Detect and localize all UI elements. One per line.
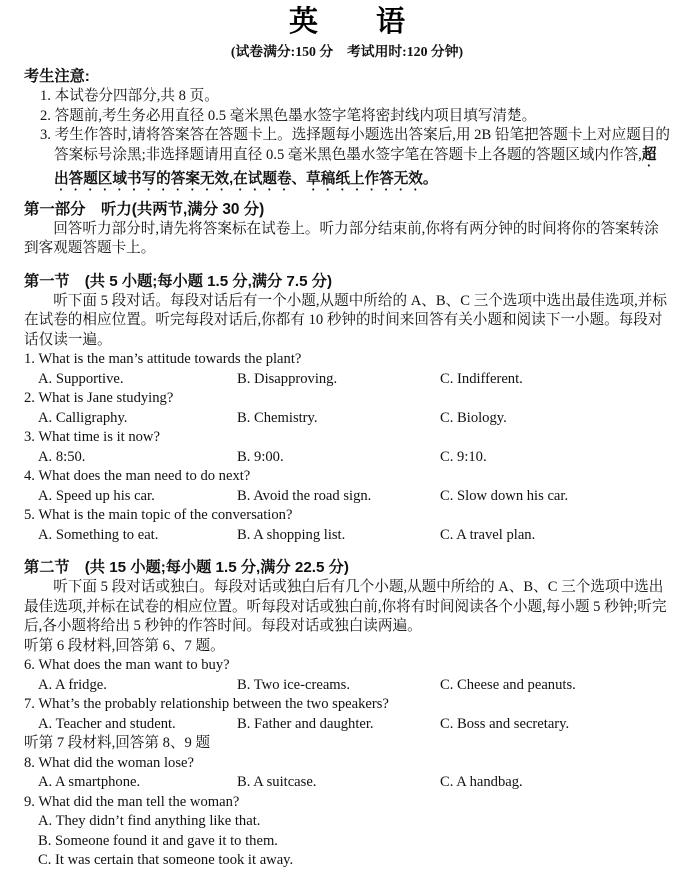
question-5-option-b: B. A shopping list. — [237, 526, 346, 543]
question-8-option-c: C. A handbag. — [440, 774, 523, 790]
section2-heading: 第二节 (共 15 小题;每小题 1.5 分,满分 22.5 分) — [24, 559, 349, 576]
question-1 — [24, 350, 670, 389]
question-3-num: 3. — [24, 429, 35, 445]
question-8-option-a: A. A smartphone. — [38, 774, 141, 790]
question-5-option-c: C. A travel plan. — [440, 526, 536, 543]
question-8-stem: What did the woman lose? — [38, 754, 194, 771]
question-1-text — [24, 350, 670, 370]
section2 — [24, 558, 670, 871]
question-7-option-a: A. Teacher and student. — [38, 715, 176, 732]
question-4 — [24, 467, 670, 506]
question-1-num: 1. — [24, 351, 35, 367]
question-3 — [24, 428, 670, 467]
question-5-stem: What is the main topic of the conversation? — [38, 507, 293, 523]
question-2-num: 2. — [24, 390, 35, 406]
question-6-option-b: B. Two ice-creams. — [237, 676, 350, 693]
question-4-option-c: C. Slow down his car. — [440, 487, 569, 504]
section1 — [24, 272, 670, 546]
question-6-option-a: A. A fridge. — [38, 676, 107, 693]
notice-item-3 — [24, 126, 670, 194]
question-1-option-b: B. Disapproving. — [237, 370, 338, 387]
question-1-option-a: A. Supportive. — [38, 370, 124, 387]
notice-item-2-text: 答题前,考生务必用直径 0.5 毫米黑色墨水签字笔将密封线内项目填写清楚。 — [54, 107, 537, 124]
part1-heading: 第一部分 听力(共两节,满分 30 分) — [24, 200, 265, 218]
question-1-option-c: C. Indifferent. — [440, 370, 523, 387]
question-4-options — [24, 487, 670, 507]
question-9-num: 9. — [24, 793, 35, 810]
question-7-stem: What’s the probably relationship between the two speakers? — [38, 696, 389, 712]
question-4-option-a: A. Speed up his car. — [38, 487, 155, 504]
question-4-option-b: B. Avoid the road sign. — [237, 487, 372, 504]
question-6-stem: What does the man want to buy? — [38, 657, 230, 673]
question-3-text — [24, 428, 670, 448]
question-9-option-a: A. They didn’t find anything like that. — [38, 813, 261, 829]
notice-item-1-num: 1. — [40, 88, 51, 104]
question-3-option-b: B. 9:00. — [237, 448, 284, 465]
question-8-options — [24, 773, 670, 793]
question-4-stem: What does the man need to do next? — [38, 468, 251, 484]
question-2-option-a: A. Calligraphy. — [38, 409, 128, 426]
question-3-option-c: C. 9:10. — [440, 448, 487, 465]
question-6-option-c: C. Cheese and peanuts. — [440, 676, 576, 693]
question-7-num: 7. — [24, 696, 35, 712]
question-9 — [24, 793, 670, 871]
question-6 — [24, 656, 670, 695]
question-5-text — [24, 506, 670, 526]
question-7-options — [24, 715, 670, 735]
notice-heading: 考生注意: — [24, 68, 90, 85]
question-6-num: 6. — [24, 657, 35, 673]
question-9-text — [24, 793, 670, 813]
question-7-text — [24, 695, 670, 715]
question-1-options — [24, 370, 670, 390]
question-4-num: 4. — [24, 468, 35, 484]
question-2-option-c: C. Biology. — [440, 409, 507, 426]
question-2 — [24, 389, 670, 428]
notice-item-3-text: 考生作答时,请将答案答在答题卡上。选择题每小题选出答案后,用 2B 铅笔把答题卡上对应题目的答案标号涂黑;非选择题请用直径 0.5 毫米黑色墨水签字笔在答题卡上各题的答题区域内作答, — [54, 127, 670, 163]
section1-heading: 第一节 (共 5 小题;每小题 1.5 分,满分 7.5 分) — [24, 272, 333, 290]
material-7-line: 听第 7 段材料,回答第 8、9 题 — [24, 735, 211, 751]
notice-item-2 — [24, 107, 670, 127]
question-5 — [24, 506, 670, 545]
question-8-num: 8. — [24, 754, 35, 771]
notice-item-1-text: 本试卷分四部分,共 8 页。 — [54, 88, 219, 104]
question-7-option-c: C. Boss and secretary. — [440, 715, 570, 732]
question-3-options — [24, 448, 670, 468]
question-6-text — [24, 656, 670, 676]
question-5-num: 5. — [24, 507, 35, 523]
notice-item-2-num: 2. — [40, 107, 51, 124]
notice-item-1 — [24, 87, 670, 107]
candidate-notice — [24, 66, 670, 194]
notice-item-3-emphasis: 超出答题区域书写的答案无效,在试题卷、草稿纸上作答无效。 — [54, 146, 657, 187]
part1-intro: 回答听力部分时,请先将答案标在试卷上。听力部分结束前,你将有两分钟的时间将你的答案转涂到客观题答题卡上。 — [24, 220, 659, 256]
question-7-option-b: B. Father and daughter. — [237, 715, 374, 732]
notice-item-3-num: 3. — [40, 127, 51, 143]
question-9-options — [24, 812, 670, 871]
question-2-stem: What is Jane studying? — [38, 390, 174, 406]
section1-intro: 听下面 5 段对话。每段对话后有一个小题,从题中所给的 A、B、C 三个选项中选出最佳选项,并标在试卷的相应位置。听完每段对话后,你都有 10 秒钟的时间来回答有关小题和阅读下一小题。每段对话仅读一遍。 — [24, 292, 667, 348]
section2-intro: 听下面 5 段对话或独白。每段对话或独白后有几个小题,从题中所给的 A、B、C 三个选项中选出最佳选项,并标在试卷的相应位置。听每段对话或独白前,你将有时间阅读各个小题,每小题 5 秒钟;听完后,各小题将给出 5 秒钟的作答时间。每段对话或独白读两遍。 — [24, 579, 667, 634]
question-2-options — [24, 409, 670, 429]
question-4-text — [24, 467, 670, 487]
question-2-text — [24, 389, 670, 409]
question-8 — [24, 754, 670, 793]
exam-title: 英 语 — [288, 6, 405, 38]
material-6-line: 听第 6 段材料,回答第 6、7 题。 — [24, 637, 225, 654]
question-8-option-b: B. A suitcase. — [237, 774, 317, 790]
question-5-option-a: A. Something to eat. — [38, 526, 159, 543]
question-1-stem: What is the man’s attitude towards the plant? — [38, 351, 302, 367]
question-9-option-b: B. Someone found it and gave it to them. — [38, 832, 278, 849]
question-9-option-c: C. It was certain that someone took it away. — [38, 852, 294, 868]
exam-meta: (试卷满分:150 分 考试用时:120 分钟) — [230, 44, 464, 59]
question-2-option-b: B. Chemistry. — [237, 409, 318, 426]
question-5-options — [24, 526, 670, 546]
question-3-option-a: A. 8:50. — [38, 448, 86, 465]
question-6-options — [24, 676, 670, 696]
question-9-stem: What did the man tell the woman? — [38, 793, 240, 810]
question-7 — [24, 695, 670, 734]
question-3-stem: What time is it now? — [38, 429, 160, 445]
question-8-text — [24, 754, 670, 774]
